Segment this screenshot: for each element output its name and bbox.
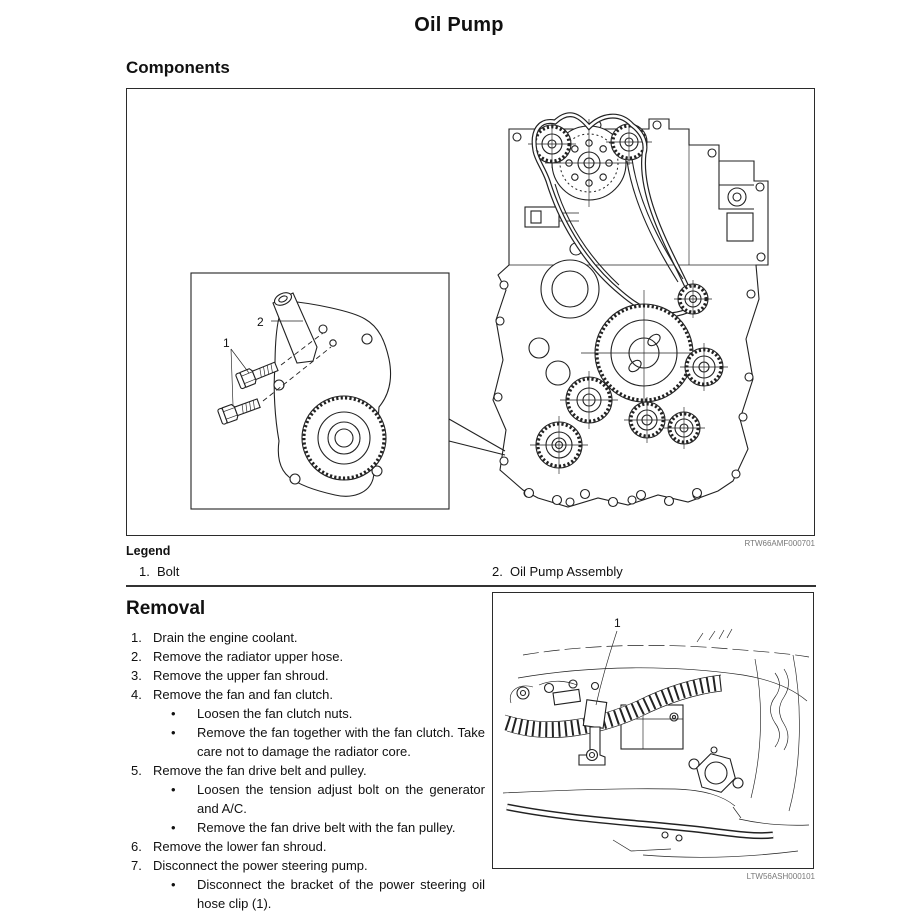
removal-step bbox=[131, 628, 485, 647]
removal-step bbox=[131, 856, 485, 913]
removal-step bbox=[131, 647, 485, 666]
power-steering-hose-clip-diagram bbox=[493, 593, 813, 868]
figure1-callout-2-pump: 2 bbox=[257, 315, 264, 329]
step-number: 4. bbox=[131, 687, 142, 702]
substep-text: Loosen the fan clutch nuts. bbox=[197, 706, 353, 721]
step-text: Drain the engine coolant. bbox=[153, 630, 298, 645]
legend-item-number: 1. bbox=[139, 564, 150, 579]
oil-pump-components-diagram bbox=[127, 89, 814, 535]
step-text: Disconnect the power steering pump. bbox=[153, 858, 368, 873]
legend-item-label: Bolt bbox=[157, 564, 180, 579]
step-text: Remove the radiator upper hose. bbox=[153, 649, 344, 664]
step-text: Remove the upper fan shroud. bbox=[153, 668, 329, 683]
substep-text: Disconnect the bracket of the power steering oil hose clip (1). bbox=[197, 877, 485, 911]
step-number: 1. bbox=[131, 630, 142, 645]
step-text: Remove the lower fan shroud. bbox=[153, 839, 327, 854]
bullet-glyph: • bbox=[171, 877, 176, 892]
bullet-glyph: • bbox=[171, 782, 176, 797]
section-divider bbox=[126, 585, 816, 587]
legend-item-label: Oil Pump Assembly bbox=[510, 564, 623, 579]
removal-substeps bbox=[131, 875, 485, 913]
removal-step bbox=[131, 837, 485, 856]
removal-substep bbox=[171, 704, 485, 723]
substep-text: Loosen the tension adjust bolt on the generator and A/C. bbox=[197, 782, 485, 816]
step-number: 5. bbox=[131, 763, 142, 778]
removal-step bbox=[131, 685, 485, 761]
removal-substep bbox=[171, 780, 485, 818]
components-figure-box bbox=[126, 88, 815, 536]
step-text: Remove the fan and fan clutch. bbox=[153, 687, 333, 702]
removal-substep bbox=[171, 818, 485, 837]
step-number: 7. bbox=[131, 858, 142, 873]
step-text: Remove the fan drive belt and pulley. bbox=[153, 763, 367, 778]
legend-item-number: 2. bbox=[492, 564, 503, 579]
legend-item-oil-pump-assembly bbox=[492, 564, 623, 579]
figure1-code: RTW66AMF000701 bbox=[744, 539, 815, 548]
removal-steps-list bbox=[131, 628, 485, 913]
removal-substeps bbox=[131, 780, 485, 837]
step-number: 6. bbox=[131, 839, 142, 854]
bullet-glyph: • bbox=[171, 820, 176, 835]
removal-substeps bbox=[131, 704, 485, 761]
removal-substep bbox=[171, 723, 485, 761]
step-number: 3. bbox=[131, 668, 142, 683]
components-heading: Components bbox=[126, 58, 230, 77]
figure1-callout-1-bolt: 1 bbox=[223, 336, 230, 350]
step-number: 2. bbox=[131, 649, 142, 664]
removal-step bbox=[131, 666, 485, 685]
substep-text: Remove the fan together with the fan clutch. Take care not to damage the radiator core. bbox=[197, 725, 485, 759]
figure2-callout-1-clip: 1 bbox=[614, 616, 621, 630]
removal-substep bbox=[171, 875, 485, 913]
removal-heading: Removal bbox=[126, 598, 206, 619]
legend-item-bolt bbox=[139, 564, 179, 579]
legend-heading: Legend bbox=[126, 544, 171, 558]
figure2-code: LTW56ASH000101 bbox=[746, 872, 815, 881]
removal-figure-box bbox=[492, 592, 814, 869]
removal-step bbox=[131, 761, 485, 837]
substep-text: Remove the fan drive belt with the fan pulley. bbox=[197, 820, 456, 835]
page-title: Oil Pump bbox=[414, 14, 504, 36]
bullet-glyph: • bbox=[171, 706, 176, 721]
bullet-glyph: • bbox=[171, 725, 176, 740]
